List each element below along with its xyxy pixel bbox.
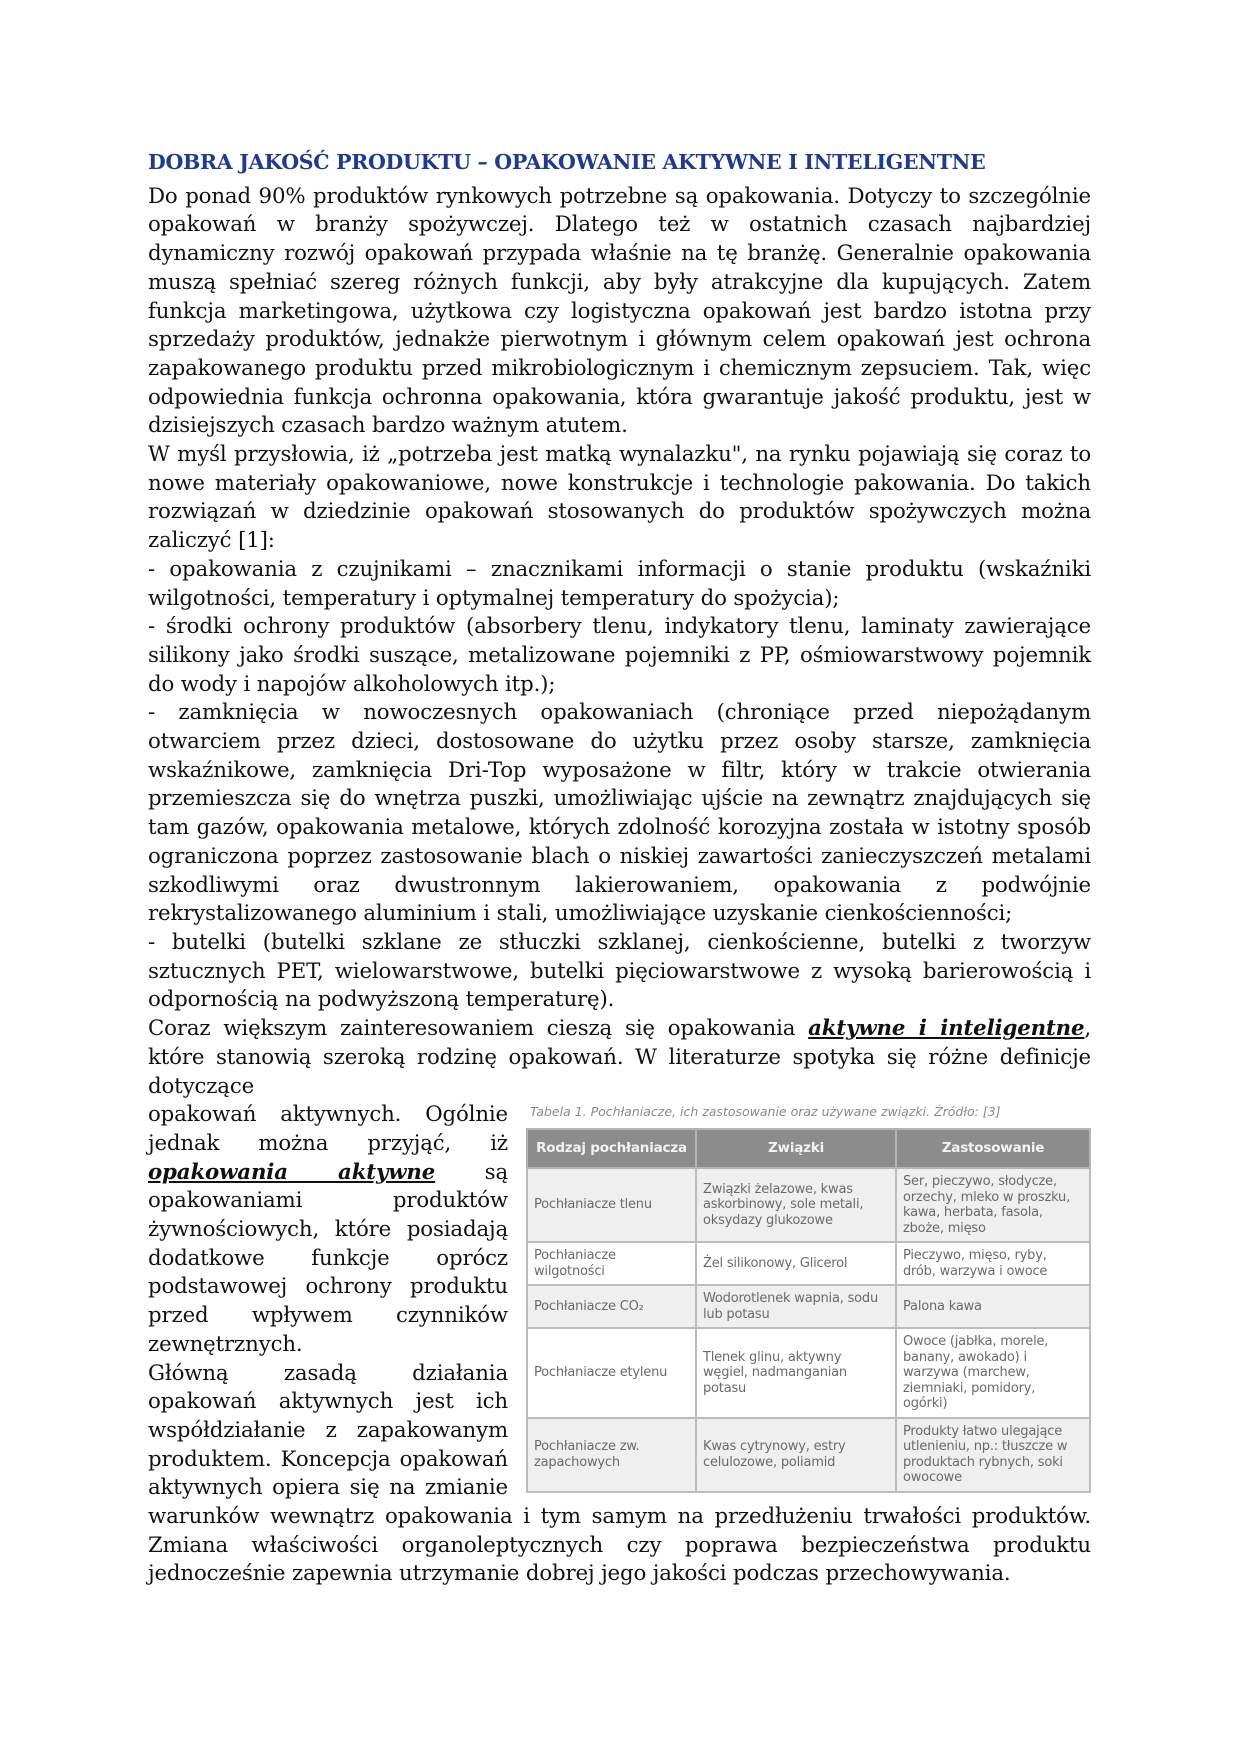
paragraph-active-continued: , które stanowią szeroką rodzinę opakowań. W literaturze spotyka się różne definicje dotyczące <box>148 1016 1091 1099</box>
table-cell: Pieczywo, mięso, ryby, drób, warzywa i owoce <box>896 1242 1090 1285</box>
table-cell: Pochłaniacze etylenu <box>527 1328 696 1418</box>
document-title: DOBRA JAKOŚĆ PRODUKTU – OPAKOWANIE AKTYWNE I INTELIGENTNE <box>148 150 986 174</box>
table-row <box>527 1242 1090 1285</box>
table-cell: Związki żelazowe, kwas askorbinowy, sole metali, oksydazy glukozowe <box>696 1168 896 1242</box>
document-page <box>148 148 1091 1589</box>
table-header-cell: Zastosowanie <box>896 1129 1090 1168</box>
table-header-cell: Rodzaj pochłaniacza <box>527 1129 696 1168</box>
table-cell: Produkty łatwo ulegające utlenieniu, np.: tłuszcze w produktach rybnych, soki owocowe <box>896 1418 1090 1492</box>
paragraph-innovations: W myśl przysłowia, iż „potrzeba jest matką wynalazku", na rynku pojawiają się coraz to nowe materiały opakowaniowe, nowe konstrukcje i technologie pakowania. Do takich rozwiązań w dziedzinie opakowań stosowanych do produktów spożywczych można zaliczyć [1]: <box>148 442 1091 554</box>
active-packaging-section <box>148 1015 1091 1589</box>
table-row <box>527 1418 1090 1492</box>
table-cell: Wodorotlenek wapnia, sodu lub potasu <box>696 1285 896 1328</box>
paragraph-active-definition: opakowań aktywnych. Ogólnie jednak można przyjąć, iż opakowania aktywne są opakowaniami produktów żywnościowych, które posiadają dodatkowe funkcje oprócz podstawowej ochrony produktu przed wpływem czynników zewnętrznych. <box>148 1102 508 1357</box>
table-cell: Tlenek glinu, aktywny węgiel, nadmanganian potasu <box>696 1328 896 1418</box>
table-row <box>527 1328 1090 1418</box>
list-item-protection: - środki ochrony produktów (absorbery tlenu, indykatory tlenu, laminaty zawierające silikony jako środki suszące, metalizowane pojemniki z PP, ośmiowarstwowy pojemnik do wody i napojów alkoholowych itp.); <box>148 614 1091 697</box>
emphasis-active-packaging: opakowania aktywne <box>148 1159 436 1185</box>
emphasis-active-intelligent: aktywne i inteligentne <box>808 1016 1085 1042</box>
table-cell: Żel silikonowy, Glicerol <box>696 1242 896 1285</box>
paragraph-intro: Do ponad 90% produktów rynkowych potrzebne są opakowania. Dotyczy to szczególnie opakowań w branży spożywczej. Dlatego też w ostatnich czasach najbardziej dynamiczny rozwój opakowań przypada właśnie na tę branżę. Generalnie opakowania muszą spełniać szereg różnych funkcji, aby były atrakcyjne dla kupujących. Zatem funkcja marketingowa, użytkowa czy logistyczna opakowań jest bardzo istotna przy sprzedaży produktów, jednakże pierwotnym i głównym celem opakowań jest ochrona zapakowanego produktu przed mikrobiologicznym i chemicznym zepsuciem. Tak, więc odpowiednia funkcja ochronna opakowania, która gwarantuje jakość produktu, jest w dzisiejszych czasach bardzo ważnym atutem. <box>148 183 1091 439</box>
absorbers-table <box>526 1128 1091 1493</box>
table-row <box>527 1285 1090 1328</box>
table-cell: Owoce (jabłka, morele, banany, awokado) i warzywa (marchew, ziemniaki, pomidory, ogórki) <box>896 1328 1090 1418</box>
table-caption: Tabela 1. Pochłaniacze, ich zastosowanie oraz używane związki. Źródło: [3] <box>530 1104 1001 1120</box>
table-cell: Pochłaniacze zw. zapachowych <box>527 1418 696 1492</box>
absorbers-table-figure <box>526 1104 1091 1493</box>
list-item-bottles: - butelki (butelki szklane ze stłuczki szklanej, cienkościenne, butelki z tworzyw sztucznych PET, wielowarstwowe, butelki pięciowarstwowe z wysoką barierowością i odpornością na podwyższoną temperaturę). <box>148 929 1091 1013</box>
list-item-sensors: - opakowania z czujnikami – znacznikami informacji o stanie produktu (wskaźniki wilgotności, temperatury i optymalnej temperatury do spożycia); <box>148 556 1091 611</box>
list-item-closures: - zamknięcia w nowoczesnych opakowaniach (chroniące przed niepożądanym otwarciem przez dzieci, dostosowane do użytku przez osoby starsze, zamknięcia wskaźnikowe, zamknięcia Dri-Top wyposażone w filtr, który w trakcie otwierania przemieszcza się do wnętrza puszki, umożliwiając ujście na zewnątrz znajdujących się tam gazów, opakowania metalowe, których zdolność korozyjna została w istotny sposób ograniczona poprzez zastosowanie blach o niskiej zawartości zanieczyszczeń metalami szkodliwymi oraz dwustronnym lakierowaniem, opakowania z podwójnie rekrystalizowanego aluminium i stali, umożliwiające uzyskanie cienkościenności; <box>148 700 1091 927</box>
table-cell: Pochłaniacze CO₂ <box>527 1285 696 1328</box>
table-cell: Ser, pieczywo, słodycze, orzechy, mleko w proszku, kawa, herbata, fasola, zboże, mięso <box>896 1168 1090 1242</box>
table-cell: Pochłaniacze wilgotności <box>527 1242 696 1285</box>
table-row <box>527 1168 1090 1242</box>
paragraph-active-intro-line: Coraz większym zainteresowaniem cieszą się opakowania aktywne i inteligentne, które stanowią szeroką rodzinę opakowań. W literaturze spotyka się różne definicje dotyczące <box>148 1016 1091 1099</box>
table-cell: Palona kawa <box>896 1285 1090 1328</box>
table-cell: Pochłaniacze tlenu <box>527 1168 696 1242</box>
paragraph-active-principle: Główną zasadą działania opakowań aktywnych jest ich współdziałanie z zapakowanym produktem. Koncepcja opakowań aktywnych opiera się na zmianie warunków wewnątrz opakowania i tym samym na przedłużeniu trwałości produktów. Zmiana właściwości organoleptycznych czy poprawa bezpieczeństwa produktu jednocześnie zapewnia utrzymanie dobrej jego jakości podczas przechowywania. <box>148 1360 1091 1587</box>
table-cell: Kwas cytrynowy, estry celulozowe, poliamid <box>696 1418 896 1492</box>
table-header-cell: Związki <box>696 1129 896 1168</box>
